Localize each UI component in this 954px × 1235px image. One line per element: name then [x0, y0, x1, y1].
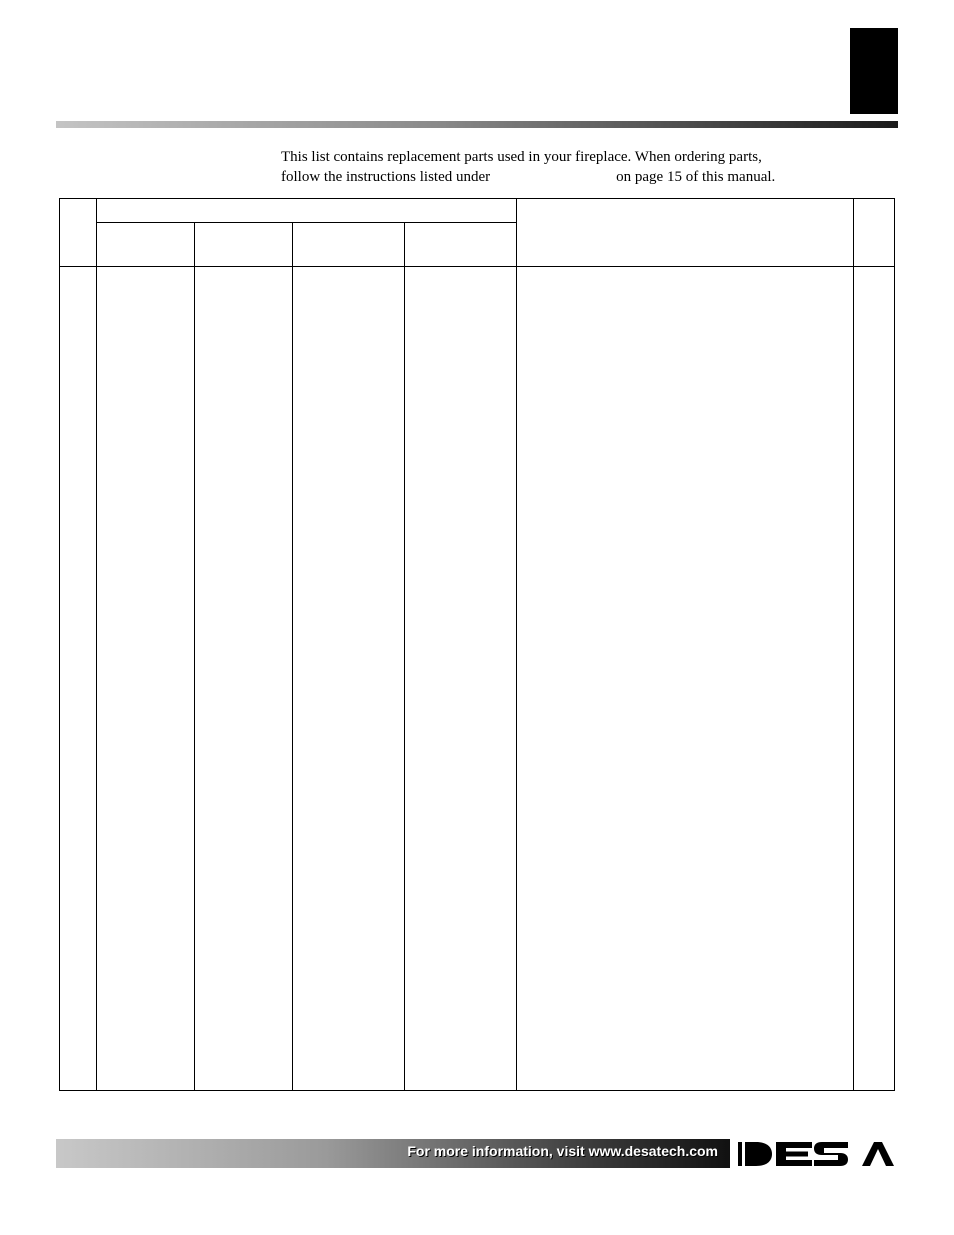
intro-line-2-start: follow the instructions listed under	[281, 169, 491, 185]
intro-line-2	[281, 167, 841, 187]
footer-bar	[56, 1139, 730, 1168]
column-divider-key	[96, 199, 97, 1090]
table-header-bottom-rule	[60, 266, 894, 267]
header-gradient-bar	[56, 121, 898, 128]
intro-paragraph	[281, 147, 841, 187]
desa-logo	[736, 1136, 898, 1172]
intro-line-2-end: on page 15 of this manual.	[616, 169, 776, 185]
parts-table	[59, 198, 895, 1091]
column-divider-model-3	[404, 222, 405, 1090]
table-header-subrule	[97, 222, 517, 223]
section-tab-block	[850, 28, 898, 114]
column-divider-model-1	[194, 222, 195, 1090]
intro-line-1: This list contains replacement parts used in your fireplace. When ordering parts,	[281, 149, 762, 165]
column-divider-qty	[853, 199, 854, 1090]
column-divider-description	[516, 199, 517, 1090]
footer-website-text: For more information, visit www.desatech.com	[407, 1143, 718, 1159]
column-divider-model-2	[292, 222, 293, 1090]
